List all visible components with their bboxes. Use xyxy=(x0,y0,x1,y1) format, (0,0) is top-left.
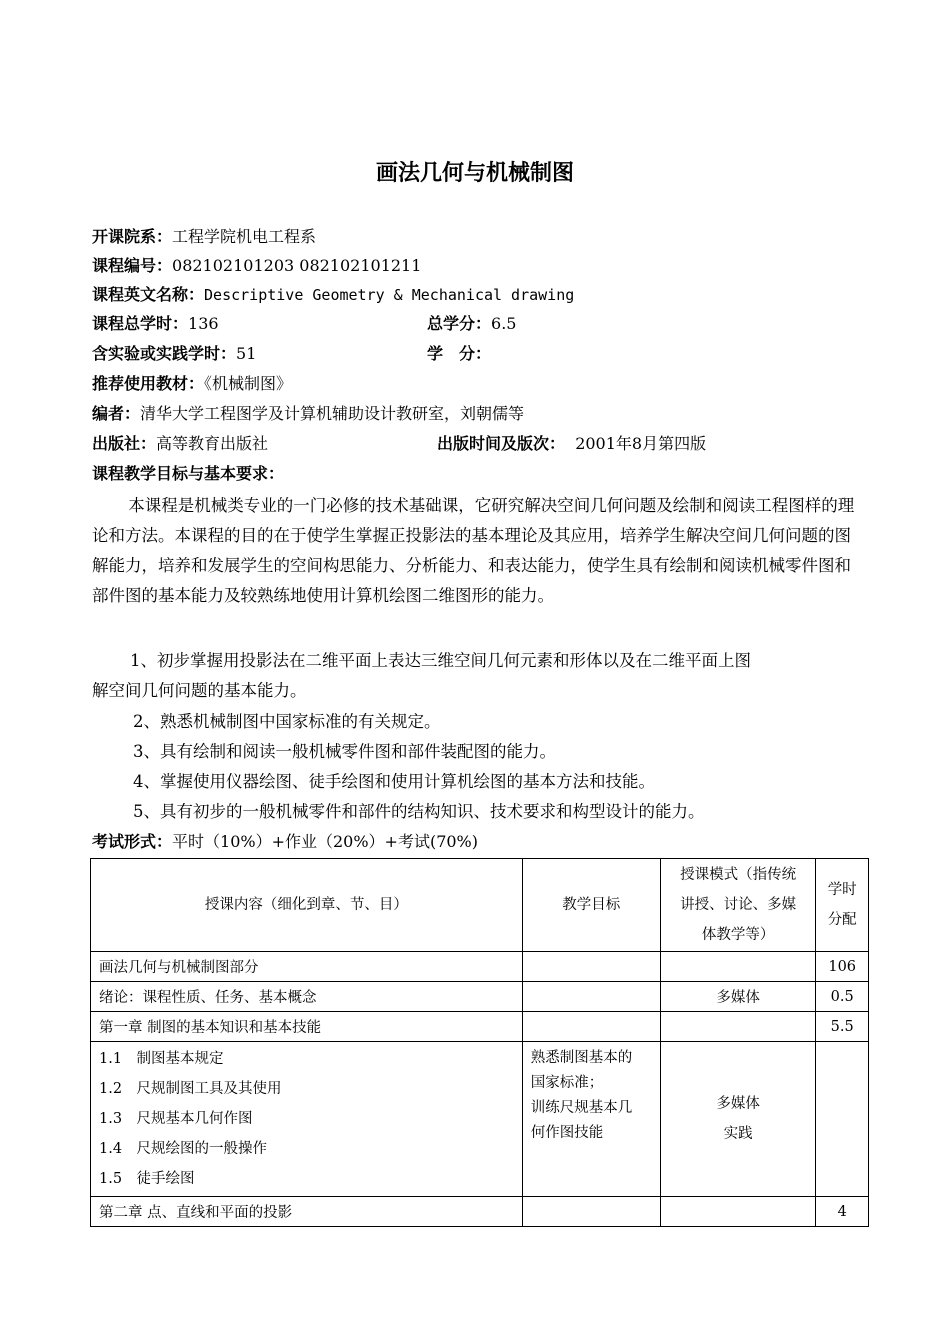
header-mode xyxy=(660,859,816,952)
header-hours-line: 分配 xyxy=(827,912,857,928)
row-content: 绪论：课程性质、任务、基本概念 xyxy=(91,982,523,1012)
department-line xyxy=(92,227,316,247)
editor-line xyxy=(92,404,524,424)
goal-item-1: 1、初步掌握用投影法在二维平面上表达三维空间几何元素和形体以及在二维平面上图 xyxy=(130,651,751,670)
goal-item-3: 3、具有绘制和阅读一般机械零件图和部件装配图的能力。 xyxy=(133,742,556,761)
textbook-line xyxy=(92,374,292,394)
total-hours-line xyxy=(92,314,219,334)
section-mode-line: 实践 xyxy=(723,1126,753,1142)
goal-item-1-cont: 解空间几何问题的基本能力。 xyxy=(92,681,307,700)
row-goal xyxy=(522,1197,660,1227)
header-hours xyxy=(816,859,869,952)
table-row xyxy=(91,1197,869,1227)
editor-value: 清华大学工程图学及计算机辅助设计教研室，刘朝儒等 xyxy=(140,404,525,423)
english-name-label: 课程英文名称： xyxy=(92,285,205,304)
total-credits-label: 总学分： xyxy=(427,314,492,333)
edition-line xyxy=(437,434,706,454)
editor-label: 编者： xyxy=(92,404,141,423)
section-item: 1.3 尺规基本几何作图 xyxy=(99,1111,253,1127)
row-mode: 多媒体 xyxy=(660,982,816,1012)
header-mode-line: 讲授、讨论、多媒 xyxy=(680,897,797,913)
textbook-value: 《机械制图》 xyxy=(204,374,293,393)
intro-paragraph xyxy=(92,491,858,611)
goal-item-4: 4、掌握使用仪器绘图、徒手绘图和使用计算机绘图的基本方法和技能。 xyxy=(133,772,655,791)
credits-line xyxy=(427,344,491,364)
goal-item-2: 2、熟悉机械制图中国家标准的有关规定。 xyxy=(133,712,441,731)
publisher-value: 高等教育出版社 xyxy=(156,434,269,453)
table-row xyxy=(91,1012,869,1042)
total-credits-value: 6.5 xyxy=(491,314,517,333)
total-credits-line xyxy=(427,314,516,334)
code-label: 课程编号： xyxy=(92,256,173,275)
section-mode-line: 多媒体 xyxy=(716,1096,760,1112)
intro-text: 本课程是机械类专业的一门必修的技术基础课，它研究解决空间几何问题及绘制和阅读工程图样的理论和方法。本课程的目的在于使学生掌握正投影法的基本理论及其应用，培养学生解决空间几何问题的图解能力，培养和发展学生的空间构思能力、分析能力、和表达能力，使学生具有绘制和阅读机械零件图和部件图的基本能力及较熟练地使用计算机绘图二维图形的能力。 xyxy=(92,496,855,605)
table-row-section xyxy=(91,1042,869,1197)
row-mode xyxy=(660,952,816,982)
header-content: 授课内容（细化到章、节、目） xyxy=(91,859,523,952)
row-content: 第一章 制图的基本知识和基本技能 xyxy=(91,1012,523,1042)
row-mode xyxy=(660,1197,816,1227)
exam-value: 平时（10%）+作业（20%）+考试(70%) xyxy=(172,832,479,851)
department-value: 工程学院机电工程系 xyxy=(172,227,317,246)
edition-label: 出版时间及版次： xyxy=(437,434,566,453)
schedule-table xyxy=(90,858,869,1227)
lab-hours-line xyxy=(92,344,256,364)
row-hours: 5.5 xyxy=(816,1012,869,1042)
row-goal xyxy=(522,1012,660,1042)
row-content: 第二章 点、直线和平面的投影 xyxy=(91,1197,523,1227)
section-item: 1.2 尺规制图工具及其使用 xyxy=(99,1081,282,1097)
document-title: 画法几何与机械制图 xyxy=(375,161,574,186)
edition-value: 2001年8月第四版 xyxy=(575,434,707,453)
english-name-line xyxy=(92,285,574,305)
header-mode-line: 体教学等） xyxy=(701,927,775,943)
row-mode xyxy=(660,1012,816,1042)
total-hours-label: 课程总学时： xyxy=(92,314,189,333)
section-goal-line: 训练尺规基本几 xyxy=(530,1100,633,1116)
table-row xyxy=(91,952,869,982)
section-hours xyxy=(816,1042,869,1197)
section-goal-line: 国家标准； xyxy=(530,1075,604,1091)
row-content: 画法几何与机械制图部分 xyxy=(91,952,523,982)
row-hours: 4 xyxy=(816,1197,869,1227)
objectives-heading xyxy=(92,464,284,484)
section-item: 1.4 尺规绘图的一般操作 xyxy=(99,1141,268,1157)
english-name-value: Descriptive Geometry & Mechanical drawing xyxy=(204,286,575,304)
exam-line xyxy=(92,832,478,852)
publisher-label: 出版社： xyxy=(92,434,157,453)
row-goal xyxy=(522,982,660,1012)
section-item: 1.5 徒手绘图 xyxy=(99,1171,195,1187)
publisher-line xyxy=(92,434,268,454)
header-hours-line: 学时 xyxy=(827,882,857,898)
goal-item-5: 5、具有初步的一般机械零件和部件的结构知识、技术要求和构型设计的能力。 xyxy=(133,802,705,821)
section-mode xyxy=(660,1042,816,1197)
department-label: 开课院系： xyxy=(92,227,173,246)
row-goal xyxy=(522,952,660,982)
textbook-label: 推荐使用教材： xyxy=(92,374,205,393)
table-header-row xyxy=(91,859,869,952)
total-hours-value: 136 xyxy=(188,314,219,333)
row-hours: 0.5 xyxy=(816,982,869,1012)
header-goal: 教学目标 xyxy=(522,859,660,952)
credits-label: 学 分： xyxy=(427,344,492,363)
table-row xyxy=(91,982,869,1012)
header-mode-line: 授课模式（指传统 xyxy=(680,867,797,883)
section-goal-line: 熟悉制图基本的 xyxy=(530,1050,633,1066)
section-items xyxy=(91,1042,523,1197)
code-value: 082102101203 082102101211 xyxy=(172,256,422,275)
code-line xyxy=(92,256,421,276)
lab-hours-label: 含实验或实践学时： xyxy=(92,344,237,363)
section-goal xyxy=(522,1042,660,1197)
exam-label: 考试形式： xyxy=(92,832,173,851)
lab-hours-value: 51 xyxy=(236,344,257,363)
objectives-label: 课程教学目标与基本要求： xyxy=(92,464,285,483)
section-item: 1.1 制图基本规定 xyxy=(99,1051,224,1067)
section-goal-line: 何作图技能 xyxy=(530,1125,604,1141)
row-hours: 106 xyxy=(816,952,869,982)
